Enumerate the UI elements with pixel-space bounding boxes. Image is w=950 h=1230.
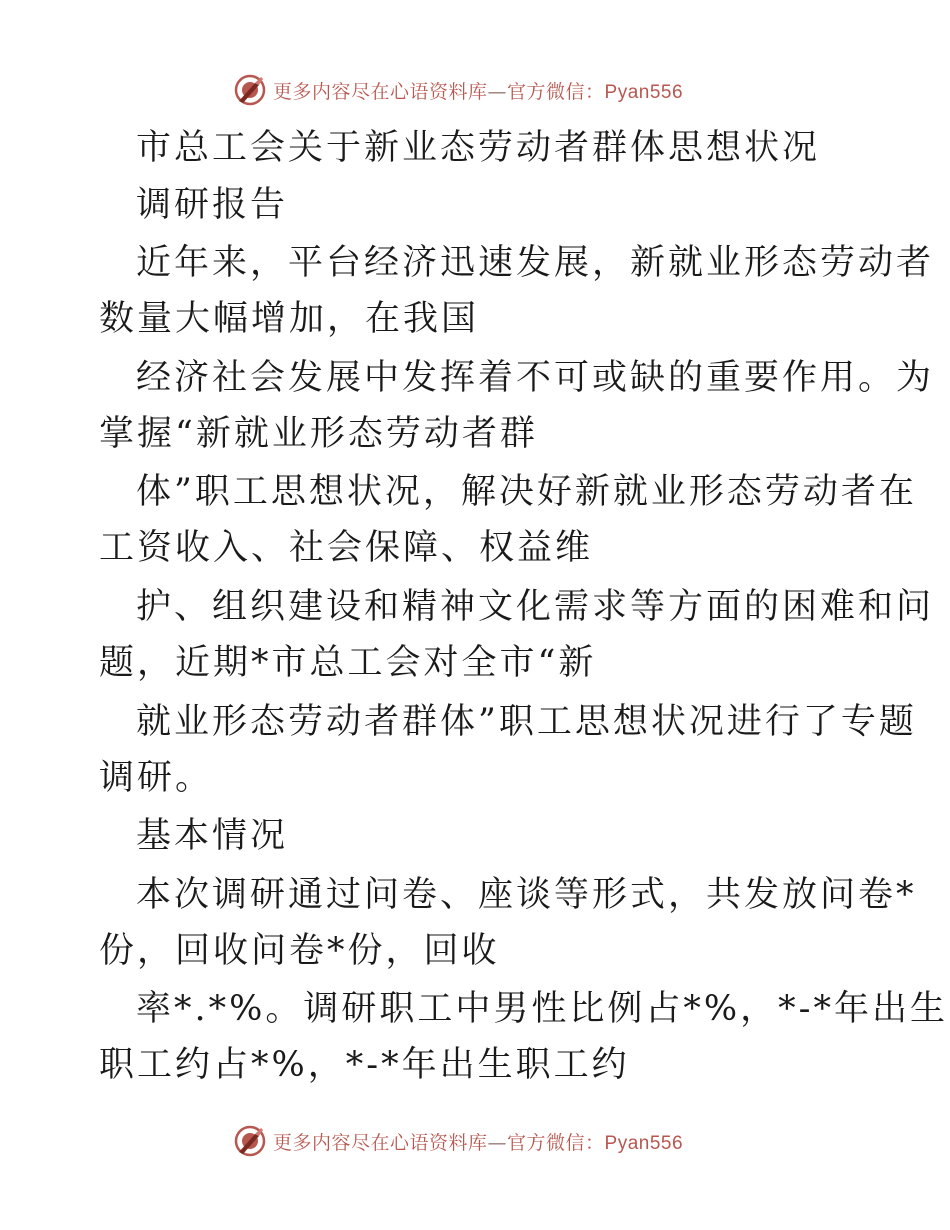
- paragraph-line: 就业形态劳动者群体”职工思想状况进行了专题: [136, 702, 917, 742]
- section-heading: 基本情况: [136, 816, 289, 856]
- paragraph-line: 本次调研通过问卷、座谈等形式，共发放问卷*: [136, 875, 917, 915]
- pen-logo-icon: [233, 1124, 267, 1158]
- paragraph-line: 护、组织建设和精神文化需求等方面的困难和问: [136, 587, 935, 627]
- paragraph-line: 经济社会发展中发挥着不可或缺的重要作用。为: [136, 358, 935, 398]
- watermark-text: 更多内容尽在心语资料库—官方微信：Pyan556: [273, 80, 684, 103]
- watermark-text: 更多内容尽在心语资料库—官方微信：Pyan556: [273, 1131, 684, 1154]
- document-title-line-1: 市总工会关于新业态劳动者群体思想状况: [136, 128, 821, 168]
- header-watermark: [233, 70, 753, 110]
- paragraph-line: 近年来，平台经济迅速发展，新就业形态劳动者: [136, 243, 935, 283]
- paragraph-line: 掌握“新就业形态劳动者群: [99, 414, 538, 454]
- paragraph-line: 率*.*%。调研职工中男性比例占*%，*-*年出生: [136, 989, 948, 1029]
- paragraph-line: 份，回收问卷*份，回收: [99, 931, 500, 971]
- pen-logo-icon: [233, 73, 267, 107]
- paragraph-line: 工资收入、社会保障、权益维: [99, 528, 594, 568]
- paragraph-line: 题，近期*市总工会对全市“新: [99, 643, 597, 683]
- paragraph-line: 调研。: [99, 758, 214, 798]
- paragraph-line: 职工约占*%，*-*年出生职工约: [99, 1045, 630, 1085]
- paragraph-line: 数量大幅增加，在我国: [99, 299, 480, 339]
- document-title-line-2: 调研报告: [136, 185, 289, 225]
- paragraph-line: 体”职工思想状况，解决好新就业形态劳动者在: [136, 472, 917, 512]
- footer-watermark: [233, 1121, 753, 1161]
